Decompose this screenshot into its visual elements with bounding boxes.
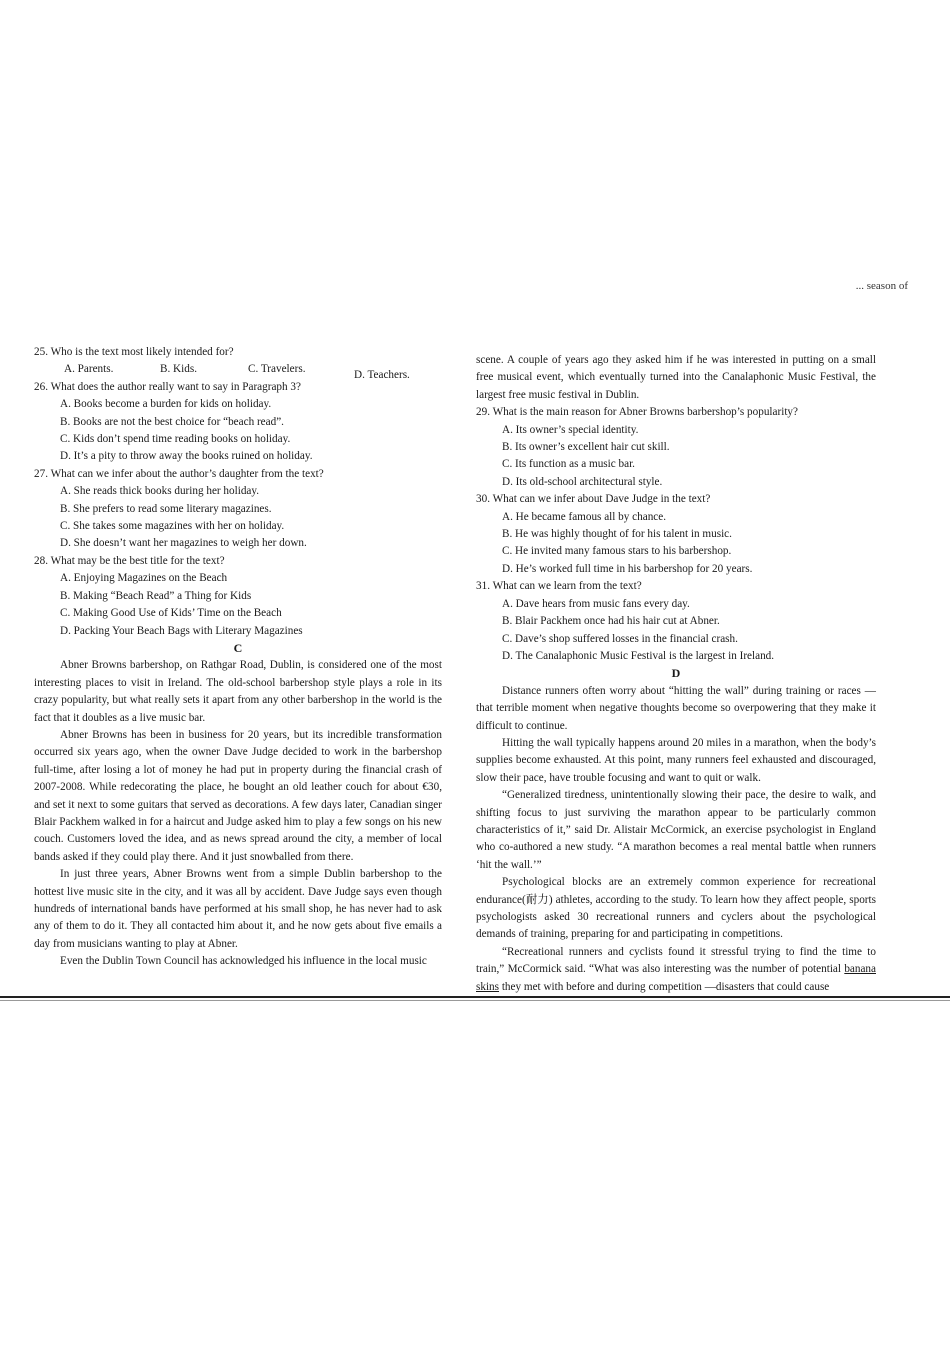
q29-option-d: D. Its old-school architectural style. — [502, 475, 663, 488]
passage-c-paragraph-2: Abner Browns has been in business for 20 years, but its incredible transformation occurred six years ago, when the owner Dave Judge decided to work in the barbershop full-time, after losing a lot of money he had put in property during the financial crash of 2007-2008. While redecorating the place, he bought an old leather couch for about €30, and set it next to some guitars that served as decorations. A few days later, Canadian singer Blair Packhem walked in for a haircut and Judge asked him to play a few songs on his new couch. Customers loved the idea, and as news spread around the city, a member of local bands asked if they could play there. And it just snowballed from there. — [34, 728, 442, 863]
section-d-heading: D — [671, 666, 681, 681]
q26-option-c: C. Kids don’t spend time reading books on holiday. — [60, 433, 291, 446]
cropped-header-fragment: ... season of — [855, 280, 908, 292]
q26-option-a: A. Books become a burden for kids on holiday. — [60, 398, 272, 411]
section-c-heading: C — [233, 640, 243, 655]
passage-c-continuation: scene. A couple of years ago they asked him if he was interested in putting on a small free musical event, which eventually turned into the Canalaphonic Music Festival, the largest free music festival in Dublin. — [476, 354, 876, 401]
q27-option-a: A. She reads thick books during her holiday. — [60, 485, 260, 498]
question-25-stem: 25. Who is the text most likely intended for? — [34, 346, 234, 358]
q25-option-a: A. Parents. — [64, 363, 114, 376]
q28-option-c: C. Making Good Use of Kids’ Time on the Beach — [60, 607, 282, 620]
q27-option-d: D. She doesn’t want her magazines to weigh her down. — [60, 537, 307, 550]
question-27-stem: 27. What can we infer about the author’s daughter from the text? — [34, 467, 324, 480]
passage-c-paragraph-3: In just three years, Abner Browns went from a simple Dublin barbershop to the hottest live music site in the city, and it was all by accident. Dave Judge says even though hundreds of international bands have performed at his small shop, he has never had to ask any of them to do it. They all contacted him about it, and he now gets about five emails a day from musicians wanting to play at Abner. — [34, 868, 442, 950]
passage-d-paragraph-3: “Generalized tiredness, unintentionally slowing their pace, the desire to walk, and shifting focus to just surviving the marathon appear to be particularly common characteristics of it,” said Dr. Alistair McCormick, an exercise psychologist in England who co-authored a new study. “A marathon becomes a real mental battle when runners ‘hit the wall.’” — [476, 789, 876, 871]
passage-c-paragraph-4: Even the Dublin Town Council has acknowledged his influence in the local music — [60, 955, 427, 968]
q28-option-b: B. Making “Beach Read” a Thing for Kids — [60, 589, 252, 602]
q25-option-b: B. Kids. — [160, 363, 197, 376]
q30-option-c: C. He invited many famous stars to his barbershop. — [502, 545, 732, 558]
page-bottom-rule-thin — [0, 1000, 950, 1001]
question-31-stem: 31. What can we learn from the text? — [476, 580, 642, 593]
question-30-stem: 30. What can we infer about Dave Judge in the text? — [476, 493, 711, 506]
q29-option-c: C. Its function as a music bar. — [502, 458, 635, 471]
passage-c-paragraph-1: Abner Browns barbershop, on Rathgar Road, Dublin, is considered one of the most interesting places to visit in Ireland. The old-school barbershop style plays a role in its crazy popularity, but what really sets it apart from any other barbershop in the world is the fact that it doubles as a live music bar. — [34, 659, 442, 724]
passage-d-paragraph-4: Psychological blocks are an extremely common experience for recreational endurance(耐力) athletes, according to the study. To learn how they affect people, sports psychologists asked 30 recreational runners and cyclers about the psychological demands of training, preparing for and participating in competitions. — [476, 876, 876, 941]
q26-option-d: D. It’s a pity to throw away the books ruined on holiday. — [60, 450, 313, 463]
right-column — [476, 352, 876, 996]
question-26-stem: 26. What does the author really want to say in Paragraph 3? — [34, 380, 301, 393]
q26-option-b: B. Books are not the best choice for “beach read”. — [60, 415, 284, 428]
question-25-options — [64, 361, 442, 382]
q31-option-a: A. Dave hears from music fans every day. — [502, 597, 690, 610]
q30-option-d: D. He’s worked full time in his barbershop for 20 years. — [502, 562, 753, 575]
d5-text-b: they met with before and during competition —disasters that could cause — [499, 980, 830, 993]
passage-d-paragraph-2: Hitting the wall typically happens around 20 miles in a marathon, when the body’s supplies become exhausted. At this point, many runners feel exhausted and discouraged, slow their pace, have trouble focusing and want to quit or walk. — [476, 736, 876, 784]
q31-option-d: D. The Canalaphonic Music Festival is the largest in Ireland. — [502, 649, 775, 662]
passage-d-paragraph-5 — [476, 944, 876, 996]
d5-text-a: “Recreational runners and cyclists found it stressful trying to find the time to train,” McCormick said. “What was also interesting was the number of potential — [476, 945, 876, 976]
q27-option-b: B. She prefers to read some literary magazines. — [60, 502, 272, 515]
q31-option-c: C. Dave’s shop suffered losses in the financial crash. — [502, 632, 738, 645]
page-bottom-rule — [0, 996, 950, 998]
q30-option-b: B. He was highly thought of for his talent in music. — [502, 528, 732, 541]
q30-option-a: A. He became famous all by chance. — [502, 510, 667, 523]
left-column — [34, 344, 442, 971]
question-29-stem: 29. What is the main reason for Abner Browns barbershop’s popularity? — [476, 406, 798, 419]
q31-option-b: B. Blair Packhem once had his hair cut at Abner. — [502, 615, 720, 628]
q27-option-c: C. She takes some magazines with her on holiday. — [60, 520, 285, 533]
banana-skins-underlined: banana skins — [476, 963, 876, 993]
q28-option-d: D. Packing Your Beach Bags with Literary Magazines — [60, 624, 303, 637]
q29-option-b: B. Its owner’s excellent hair cut skill. — [502, 441, 670, 454]
q25-option-d: D. Teachers. — [354, 369, 410, 382]
q29-option-a: A. Its owner’s special identity. — [502, 423, 639, 436]
question-28-stem: 28. What may be the best title for the text? — [34, 554, 225, 567]
q25-option-c: C. Travelers. — [248, 363, 306, 376]
passage-d-paragraph-1: Distance runners often worry about “hitting the wall” during training or races — that terrible moment when negative thoughts become so overpowering that they make it difficult to continue. — [476, 684, 876, 732]
q28-option-a: A. Enjoying Magazines on the Beach — [60, 572, 228, 585]
